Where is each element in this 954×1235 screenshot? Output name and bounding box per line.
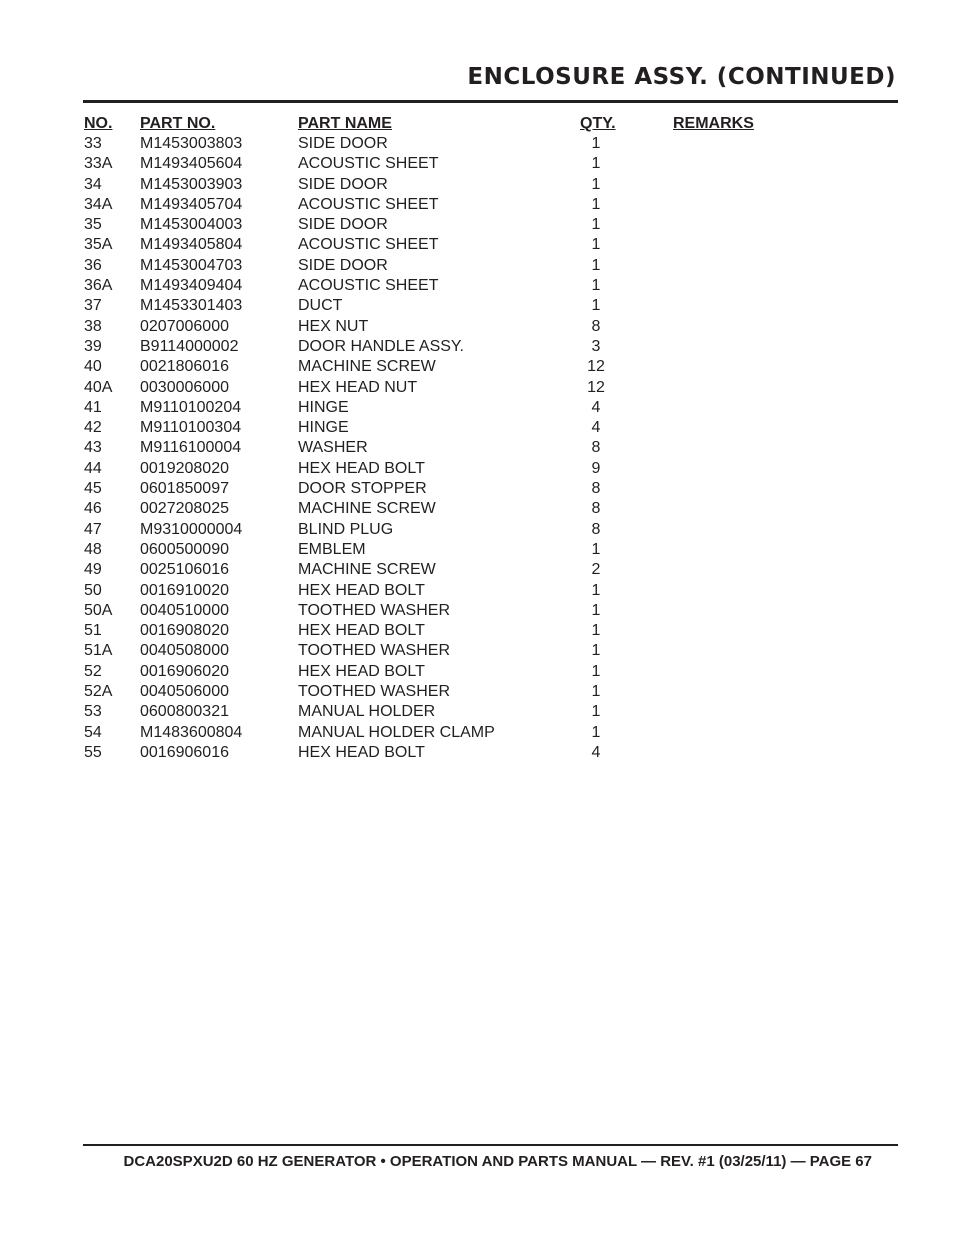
cell-no: 38 bbox=[84, 317, 102, 335]
table-row bbox=[84, 560, 784, 580]
cell-qty: 1 bbox=[591, 622, 601, 640]
cell-no: 51 bbox=[84, 622, 102, 640]
cell-part-no: M9116100004 bbox=[140, 439, 242, 457]
cell-part-name: WASHER bbox=[298, 439, 368, 457]
cell-no: 42 bbox=[84, 419, 102, 437]
cell-part-no: 0016906020 bbox=[140, 662, 229, 680]
cell-no: 40 bbox=[84, 358, 102, 376]
cell-part-no: 0207006000 bbox=[140, 317, 229, 335]
cell-qty: 12 bbox=[587, 378, 605, 396]
cell-part-no: 0030006000 bbox=[140, 378, 229, 396]
cell-qty: 1 bbox=[591, 155, 601, 173]
cell-part-name: HINGE bbox=[298, 419, 349, 437]
cell-qty: 9 bbox=[591, 459, 601, 477]
table-row bbox=[84, 134, 784, 154]
cell-qty: 4 bbox=[591, 419, 601, 437]
cell-part-name: EMBLEM bbox=[298, 540, 366, 558]
cell-no: 33 bbox=[84, 135, 102, 152]
cell-part-no: B9114000002 bbox=[140, 337, 239, 355]
table-row bbox=[84, 723, 784, 743]
cell-part-no: M1493405804 bbox=[140, 236, 243, 254]
table-header-row bbox=[84, 113, 784, 134]
table-row bbox=[84, 581, 784, 601]
table-row bbox=[84, 398, 784, 418]
cell-qty: 1 bbox=[591, 703, 601, 721]
cell-qty: 8 bbox=[591, 500, 601, 518]
cell-qty: 1 bbox=[591, 297, 601, 315]
cell-no: 55 bbox=[84, 743, 102, 761]
cell-qty: 8 bbox=[591, 317, 601, 335]
cell-part-name: MANUAL HOLDER CLAMP bbox=[298, 723, 495, 741]
cell-part-name: ACOUSTIC SHEET bbox=[298, 155, 439, 173]
title-divider bbox=[83, 100, 898, 103]
cell-part-no: M9310000004 bbox=[140, 520, 243, 538]
cell-no: 35 bbox=[84, 216, 102, 234]
cell-qty: 1 bbox=[591, 256, 601, 274]
cell-part-no: 0040508000 bbox=[140, 642, 229, 660]
page-title: ENCLOSURE ASSY. (CONTINUED) bbox=[467, 64, 896, 90]
cell-no: 43 bbox=[84, 439, 102, 457]
table-row bbox=[84, 256, 784, 276]
table-row bbox=[84, 499, 784, 519]
column-header-part-name: PART NAME bbox=[298, 115, 392, 132]
cell-part-no: M1453301403 bbox=[140, 297, 243, 315]
cell-no: 35A bbox=[84, 236, 113, 254]
cell-part-no: M1483600804 bbox=[140, 723, 243, 741]
cell-qty: 1 bbox=[591, 135, 601, 152]
table-row bbox=[84, 662, 784, 682]
table-row bbox=[84, 317, 784, 337]
cell-no: 48 bbox=[84, 540, 102, 558]
column-header-remarks: REMARKS bbox=[673, 115, 754, 132]
cell-qty: 1 bbox=[591, 683, 601, 701]
cell-part-name: MACHINE SCREW bbox=[298, 358, 436, 376]
column-header-no: NO. bbox=[84, 115, 113, 132]
cell-no: 46 bbox=[84, 500, 102, 518]
cell-no: 40A bbox=[84, 378, 113, 396]
cell-qty: 1 bbox=[591, 601, 601, 619]
cell-qty: 1 bbox=[591, 723, 601, 741]
cell-part-name: TOOTHED WASHER bbox=[298, 601, 451, 619]
cell-part-name: SIDE DOOR bbox=[298, 216, 388, 234]
cell-part-no: 0016908020 bbox=[140, 622, 229, 640]
column-header-qty: QTY. bbox=[580, 115, 616, 132]
table-row bbox=[84, 337, 784, 357]
cell-qty: 1 bbox=[591, 540, 601, 558]
cell-part-name: TOOTHED WASHER bbox=[298, 642, 451, 660]
column-header-part-no: PART NO. bbox=[140, 115, 216, 132]
cell-part-name: TOOTHED WASHER bbox=[298, 683, 451, 701]
table-row bbox=[84, 235, 784, 255]
cell-qty: 1 bbox=[591, 581, 601, 599]
cell-no: 36A bbox=[84, 277, 113, 295]
cell-part-no: M1453004003 bbox=[140, 216, 243, 234]
cell-part-name: HEX HEAD BOLT bbox=[298, 622, 425, 640]
cell-part-name: DOOR STOPPER bbox=[298, 480, 427, 498]
cell-no: 34 bbox=[84, 175, 102, 193]
cell-part-name: HEX HEAD BOLT bbox=[298, 662, 425, 680]
cell-qty: 1 bbox=[591, 277, 601, 295]
cell-qty: 4 bbox=[591, 743, 601, 761]
cell-part-no: M1493405604 bbox=[140, 155, 243, 173]
cell-part-name: DUCT bbox=[298, 297, 343, 315]
cell-qty: 1 bbox=[591, 216, 601, 234]
cell-part-no: 0600500090 bbox=[140, 540, 229, 558]
cell-part-no: 0019208020 bbox=[140, 459, 229, 477]
footer-divider bbox=[83, 1144, 898, 1146]
cell-part-name: HEX HEAD BOLT bbox=[298, 743, 425, 761]
table-row bbox=[84, 520, 784, 540]
table-row bbox=[84, 682, 784, 702]
cell-part-name: ACOUSTIC SHEET bbox=[298, 195, 439, 213]
cell-qty: 3 bbox=[591, 337, 601, 355]
cell-qty: 1 bbox=[591, 175, 601, 193]
table-row bbox=[84, 479, 784, 499]
table-row bbox=[84, 702, 784, 722]
cell-qty: 2 bbox=[591, 561, 601, 579]
table-row bbox=[84, 743, 784, 763]
table-row bbox=[84, 621, 784, 641]
cell-part-no: M1453003903 bbox=[140, 175, 243, 193]
cell-no: 49 bbox=[84, 561, 102, 579]
table-row bbox=[84, 601, 784, 621]
cell-qty: 8 bbox=[591, 439, 601, 457]
cell-part-no: M1453004703 bbox=[140, 256, 243, 274]
cell-qty: 1 bbox=[591, 642, 601, 660]
cell-no: 54 bbox=[84, 723, 102, 741]
cell-no: 36 bbox=[84, 256, 102, 274]
cell-part-no: 0016906016 bbox=[140, 743, 229, 761]
cell-no: 52 bbox=[84, 662, 102, 680]
cell-no: 33A bbox=[84, 155, 113, 173]
table-row bbox=[84, 438, 784, 458]
cell-no: 45 bbox=[84, 480, 102, 498]
table-body bbox=[84, 134, 784, 763]
cell-no: 51A bbox=[84, 642, 113, 660]
cell-no: 47 bbox=[84, 520, 102, 538]
cell-part-no: M1493405704 bbox=[140, 195, 243, 213]
cell-part-name: ACOUSTIC SHEET bbox=[298, 236, 439, 254]
cell-part-no: M1453003803 bbox=[140, 135, 243, 152]
cell-no: 37 bbox=[84, 297, 102, 315]
cell-no: 50 bbox=[84, 581, 102, 599]
cell-qty: 4 bbox=[591, 398, 601, 416]
table-row bbox=[84, 641, 784, 661]
parts-table bbox=[84, 113, 784, 763]
cell-part-no: 0016910020 bbox=[140, 581, 229, 599]
cell-part-no: 0021806016 bbox=[140, 358, 229, 376]
cell-part-name: MACHINE SCREW bbox=[298, 500, 436, 518]
cell-no: 53 bbox=[84, 703, 102, 721]
cell-no: 39 bbox=[84, 337, 102, 355]
cell-part-no: 0601850097 bbox=[140, 480, 229, 498]
cell-no: 52A bbox=[84, 683, 113, 701]
table-row bbox=[84, 276, 784, 296]
cell-no: 34A bbox=[84, 195, 113, 213]
cell-part-no: 0600800321 bbox=[140, 703, 229, 721]
table-row bbox=[84, 175, 784, 195]
table-row bbox=[84, 378, 784, 398]
page-footer: DCA20SPXU2D 60 HZ GENERATOR • OPERATION AND PARTS MANUAL — REV. #1 (03/25/11) — PAGE 67 bbox=[123, 1153, 872, 1170]
cell-part-no: 0040510000 bbox=[140, 601, 229, 619]
cell-part-name: SIDE DOOR bbox=[298, 175, 388, 193]
table-row bbox=[84, 195, 784, 215]
cell-part-name: HEX HEAD BOLT bbox=[298, 459, 425, 477]
cell-part-name: DOOR HANDLE ASSY. bbox=[298, 337, 464, 355]
cell-part-no: M9110100204 bbox=[140, 398, 242, 416]
cell-part-name: HEX HEAD NUT bbox=[298, 378, 418, 396]
cell-qty: 12 bbox=[587, 358, 605, 376]
cell-no: 44 bbox=[84, 459, 102, 477]
table-row bbox=[84, 215, 784, 235]
table-row bbox=[84, 357, 784, 377]
cell-no: 41 bbox=[84, 398, 102, 416]
cell-qty: 1 bbox=[591, 236, 601, 254]
cell-part-name: HINGE bbox=[298, 398, 349, 416]
cell-part-no: 0040506000 bbox=[140, 683, 229, 701]
table-row bbox=[84, 296, 784, 316]
cell-qty: 8 bbox=[591, 480, 601, 498]
cell-qty: 1 bbox=[591, 662, 601, 680]
cell-part-name: SIDE DOOR bbox=[298, 135, 388, 152]
cell-qty: 1 bbox=[591, 195, 601, 213]
cell-part-name: ACOUSTIC SHEET bbox=[298, 277, 439, 295]
cell-part-no: 0025106016 bbox=[140, 561, 229, 579]
table-row bbox=[84, 540, 784, 560]
cell-part-name: HEX HEAD BOLT bbox=[298, 581, 425, 599]
table-row bbox=[84, 418, 784, 438]
cell-part-name: SIDE DOOR bbox=[298, 256, 388, 274]
cell-qty: 8 bbox=[591, 520, 601, 538]
table-row bbox=[84, 154, 784, 174]
cell-part-name: HEX NUT bbox=[298, 317, 369, 335]
cell-part-no: M9110100304 bbox=[140, 419, 242, 437]
cell-part-no: 0027208025 bbox=[140, 500, 229, 518]
cell-part-no: M1493409404 bbox=[140, 277, 243, 295]
cell-part-name: MACHINE SCREW bbox=[298, 561, 436, 579]
cell-part-name: MANUAL HOLDER bbox=[298, 703, 436, 721]
cell-part-name: BLIND PLUG bbox=[298, 520, 394, 538]
cell-no: 50A bbox=[84, 601, 113, 619]
table-row bbox=[84, 459, 784, 479]
